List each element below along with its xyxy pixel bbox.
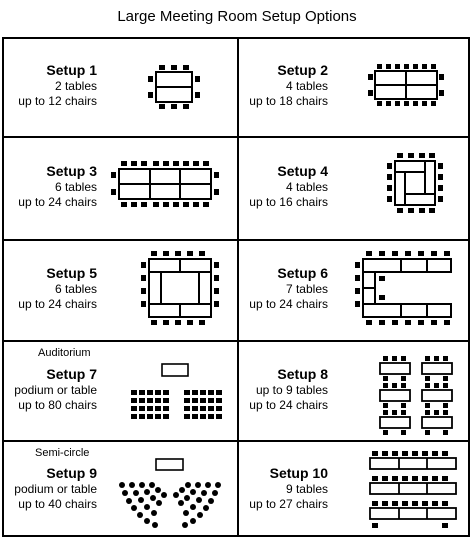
setup-8-chairs: up to 24 chairs	[249, 398, 328, 412]
setup-5-diagram	[139, 250, 221, 326]
page-title: Large Meeting Room Setup Options	[117, 8, 357, 25]
setup-6-tables: 7 tables	[285, 282, 328, 296]
setup-9-caption: Semi-circle	[35, 447, 90, 459]
setup-3-tables: 6 tables	[54, 180, 97, 194]
setup-9-label	[14, 465, 97, 512]
setup-10-chairs: up to 27 chairs	[249, 497, 328, 511]
setup-6-chairs: up to 24 chairs	[249, 297, 328, 311]
setup-10-name: Setup 10	[269, 465, 328, 481]
setup-6-name: Setup 6	[277, 265, 328, 281]
setup-4-label	[249, 163, 328, 210]
setup-5-label	[18, 265, 97, 312]
setup-7-diagram	[128, 363, 228, 429]
setup-6-diagram	[353, 250, 463, 326]
setup-7-caption: Auditorium	[38, 347, 91, 359]
setup-5-tables: 6 tables	[54, 282, 97, 296]
setup-5-chairs: up to 24 chairs	[18, 297, 97, 311]
setup-9-diagram	[115, 457, 225, 529]
setup-2-tables: 4 tables	[285, 79, 328, 93]
setup-2-chairs: up to 18 chairs	[249, 94, 328, 108]
setup-7-chairs: up to 80 chairs	[18, 398, 97, 412]
setup-3-label	[18, 163, 97, 210]
setup-1-diagram	[145, 65, 205, 110]
divider	[4, 239, 468, 241]
setup-10-label	[249, 465, 328, 512]
setup-2-diagram	[366, 64, 446, 106]
divider	[4, 440, 468, 442]
setup-7-name: Setup 7	[46, 366, 97, 382]
setup-5-name: Setup 5	[46, 265, 97, 281]
setup-10-tables: 9 tables	[285, 482, 328, 496]
setup-8-name: Setup 8	[277, 366, 328, 382]
setup-1-label	[18, 62, 97, 109]
setup-1-chairs: up to 12 chairs	[18, 94, 97, 108]
setup-2-name: Setup 2	[277, 62, 328, 78]
setup-8-diagram	[377, 355, 457, 437]
setup-9-chairs: up to 40 chairs	[18, 497, 97, 511]
setup-7-label	[14, 366, 97, 413]
setup-9-tables: podium or table	[14, 482, 97, 496]
setup-10-diagram	[366, 450, 460, 534]
setup-6-label	[249, 265, 328, 312]
setup-9-name: Setup 9	[46, 465, 97, 481]
setup-8-label	[249, 366, 328, 413]
setup-1-name: Setup 1	[46, 62, 97, 78]
setup-3-diagram	[109, 161, 221, 207]
setup-4-chairs: up to 16 chairs	[249, 195, 328, 209]
setup-4-name: Setup 4	[277, 163, 328, 179]
setup-1-tables: 2 tables	[54, 79, 97, 93]
setup-2-label	[249, 62, 328, 109]
setup-3-chairs: up to 24 chairs	[18, 195, 97, 209]
setup-4-diagram	[385, 152, 445, 214]
divider	[4, 136, 468, 138]
setup-3-name: Setup 3	[46, 163, 97, 179]
divider	[4, 340, 468, 342]
divider	[237, 39, 239, 535]
setup-7-tables: podium or table	[14, 383, 97, 397]
setup-8-tables: up to 9 tables	[255, 383, 328, 397]
setup-4-tables: 4 tables	[285, 180, 328, 194]
